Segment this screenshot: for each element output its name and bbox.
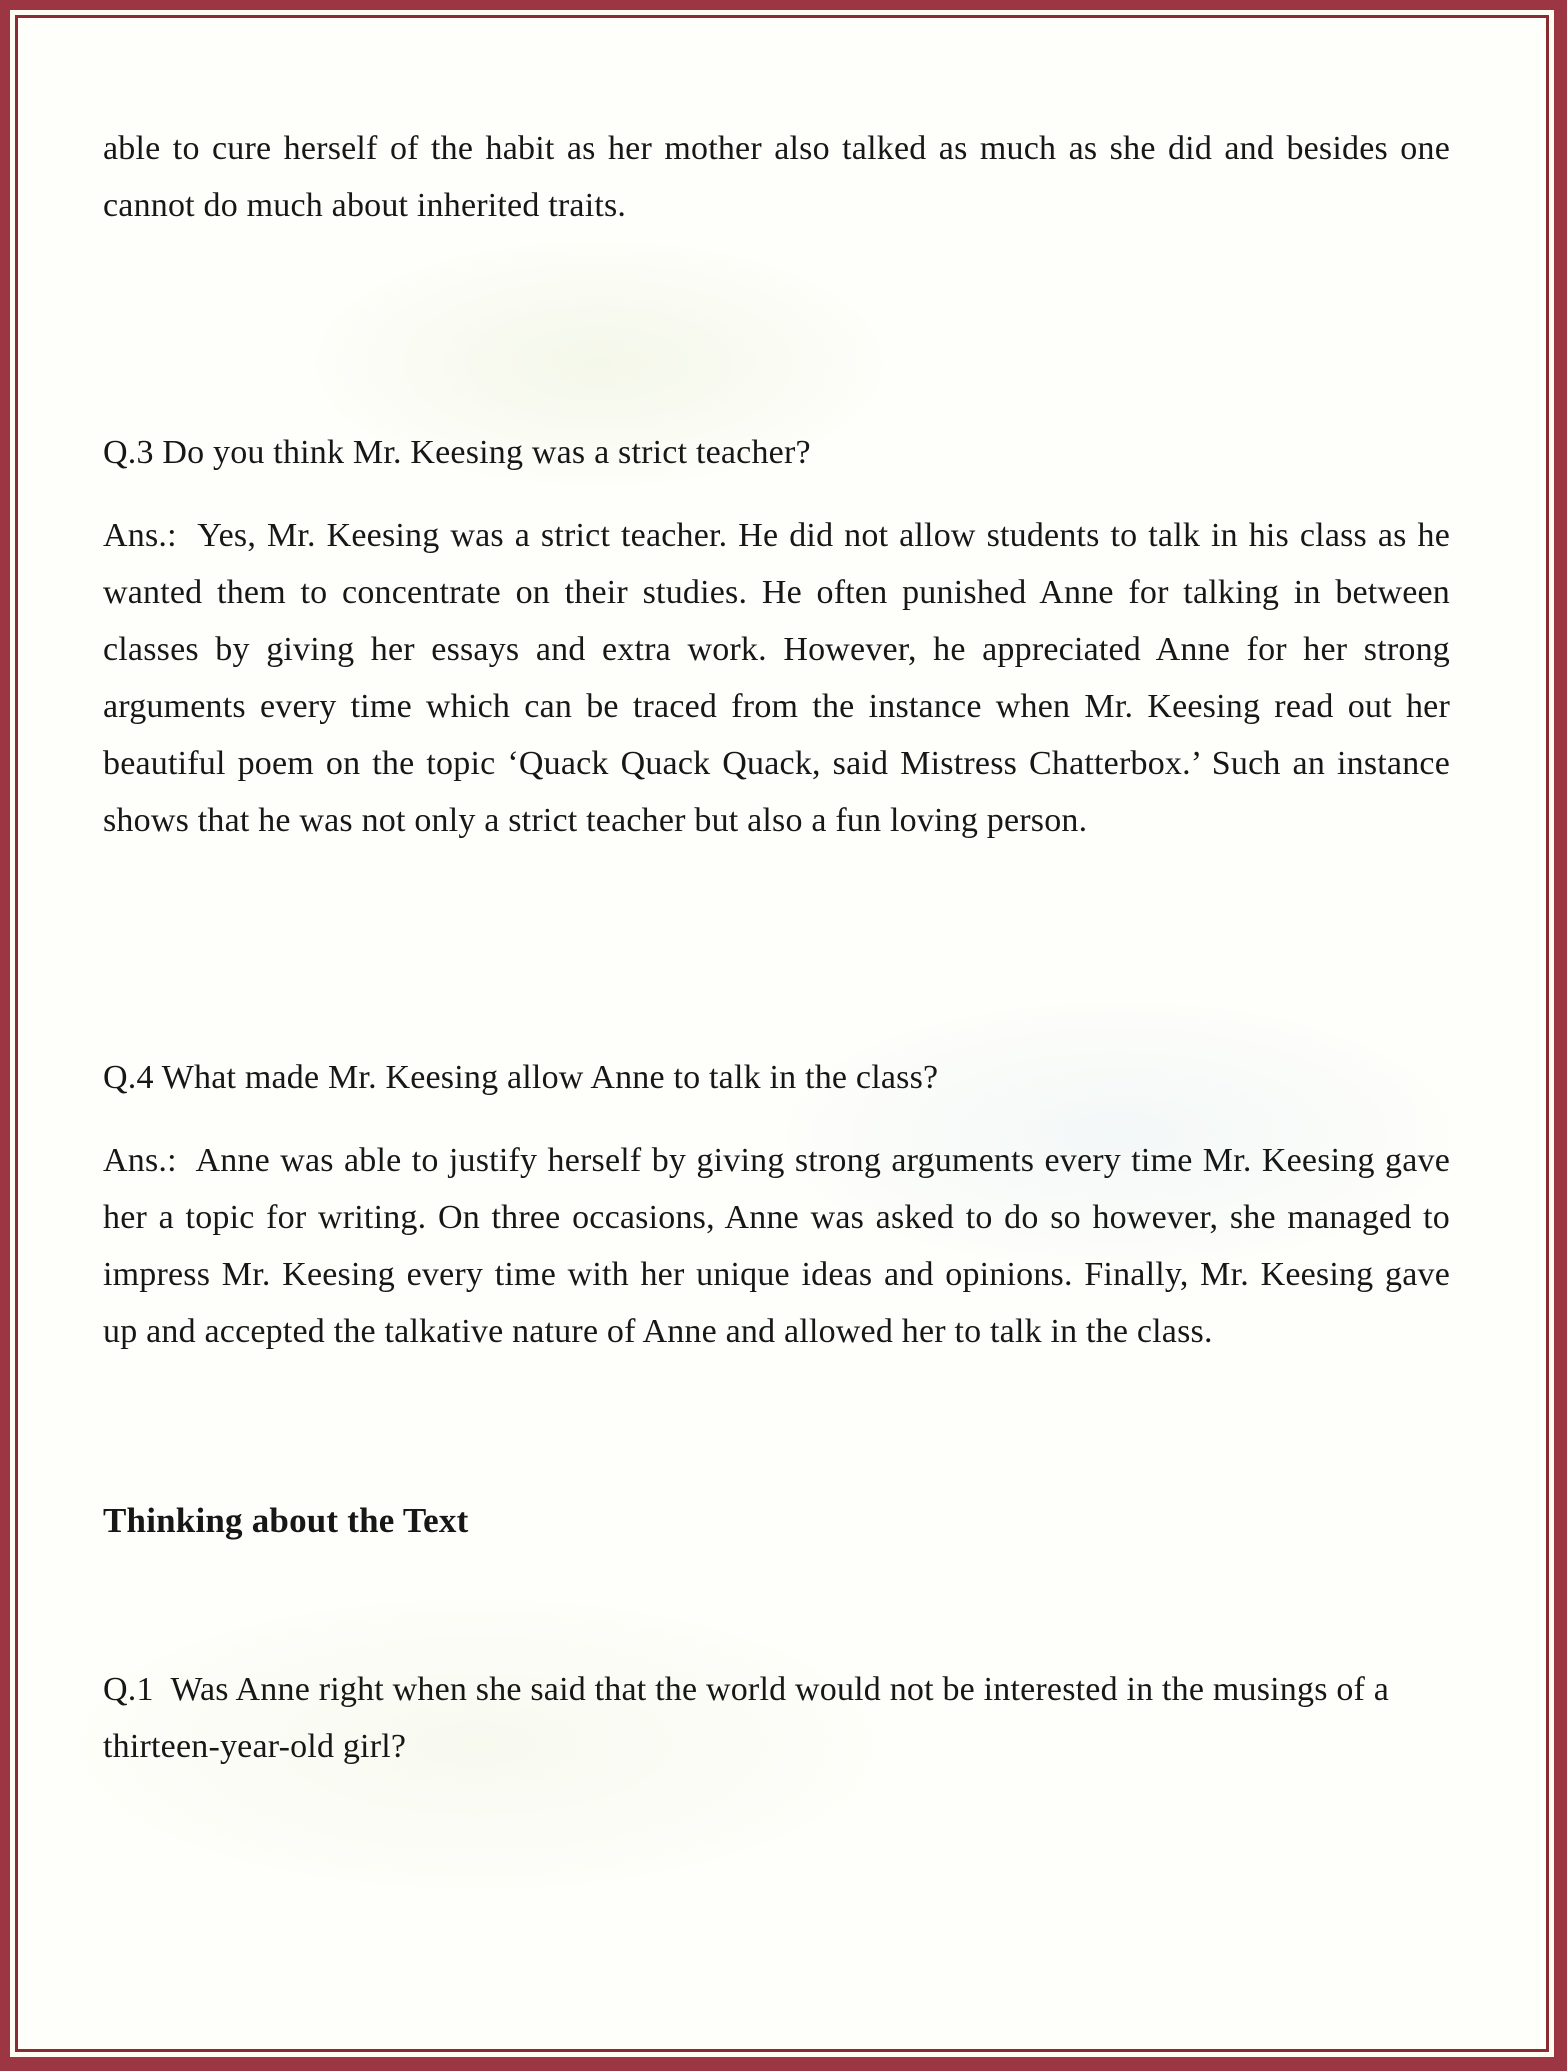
intro-paragraph: able to cure herself of the habit as her mother also talked as much as she did and besides one cannot do much about inherited traits. [103, 130, 1450, 224]
page-border-gap [10, 10, 1554, 2057]
answer-4: Ans.: Anne was able to justify herself by giving strong arguments every time Mr. Keesing gave her a topic for writing. On three occasions, Anne was asked to do so however, she managed to impress Mr. Keesing every time with her unique ideas and opinions. Finally, Mr. Keesing gave up and accepted the talkative nature of Anne and allowed her to talk in the class. [103, 1142, 1450, 1350]
question-1: Q.1 Was Anne right when she said that the world would not be interested in the musings of a thirteen-year-old girl? [103, 1671, 1390, 1765]
question-4: Q.4 What made Mr. Keesing allow Anne to talk in the class? [103, 1059, 939, 1096]
question-3: Q.3 Do you think Mr. Keesing was a strict teacher? [103, 434, 811, 471]
page-content [18, 18, 1546, 1775]
answer-3: Ans.: Yes, Mr. Keesing was a strict teacher. He did not allow students to talk in his class as he wanted them to concentrate on their studies. He often punished Anne for talking in between classes by giving her essays and extra work. However, he appreciated Anne for her strong arguments every time which can be traced from the instance when Mr. Keesing read out her beautiful poem on the topic ‘Quack Quack Quack, said Mistress Chatterbox.’ Such an instance shows that he was not only a strict teacher but also a fun loving person. [103, 517, 1450, 839]
section-heading-thinking-about-the-text: Thinking about the Text [103, 1501, 469, 1540]
page-inner-frame [15, 15, 1549, 2052]
